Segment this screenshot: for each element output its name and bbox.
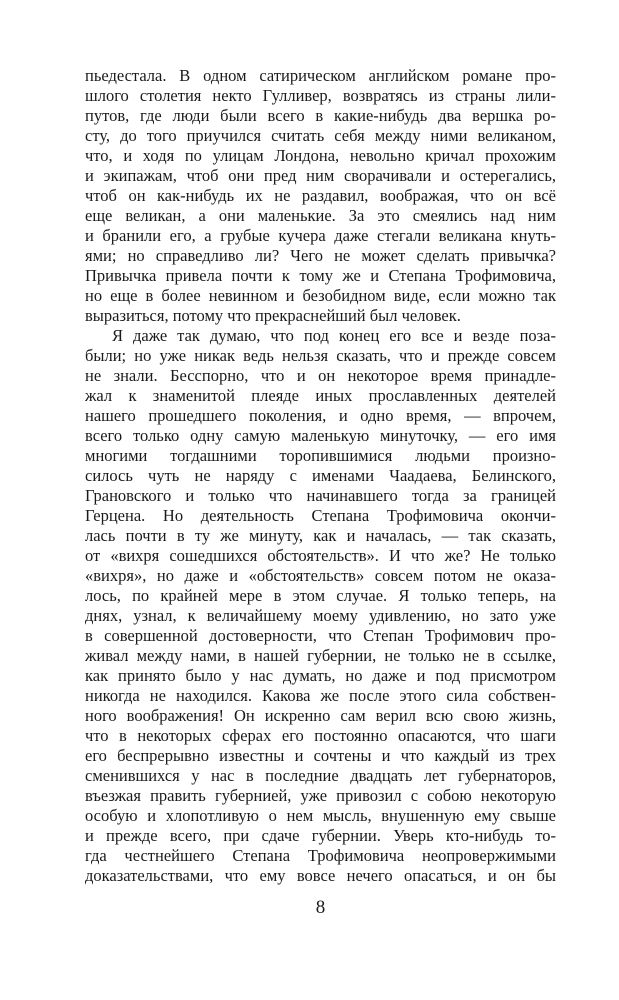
text-line: жал к знаменитой плеяде иных прославленных деятелей xyxy=(85,386,556,405)
page-number: 8 xyxy=(315,897,326,918)
text-line: Грановского и только что начинавшего тогда за границей xyxy=(85,486,556,505)
text-line: лось, по крайней мере в этом случае. Я только теперь, на xyxy=(85,586,556,605)
text-line: Герцена. Но деятельность Степана Трофимовича окончи- xyxy=(85,506,556,525)
text-line: силось чуть не наряду с именами Чаадаева, Белинского, xyxy=(85,466,556,485)
text-line: ного воображения! Он искренно сам верил всю свою жизнь, xyxy=(85,706,556,725)
text-line: пьедестала. В одном сатирическом английском романе про- xyxy=(85,66,556,85)
text-line: доказательствами, что ему вовсе нечего опасаться, и он бы xyxy=(85,866,556,885)
text-line: и прежде всего, при сдаче губернии. Уверь кто-нибудь то- xyxy=(85,826,556,845)
text-line: были; но уже никак ведь нельзя сказать, что и прежде совсем xyxy=(85,346,556,365)
text-line: нашего прошедшего поколения, и одно время, — впрочем, xyxy=(85,406,556,425)
text-line: «вихря», но даже и «обстоятельств» совсем потом не оказа- xyxy=(85,566,556,585)
text-line: как принято было у нас думать, но даже и под присмотром xyxy=(85,666,556,685)
text-line: чтоб он как-нибудь их не раздавил, воображая, что он всё xyxy=(85,186,556,205)
text-line: но еще в более невинном и безобидном виде, если можно так xyxy=(85,286,556,305)
text-line: особую и хлопотливую о нем мысль, внушенную ему свыше xyxy=(85,806,556,825)
text-line: ями; но справедливо ли? Чего не может сделать привычка? xyxy=(85,246,556,265)
text-line: и бранили его, а грубые кучера даже стегали великана кнуть- xyxy=(85,226,556,245)
text-line: выразиться, потому что прекраснейший был человек. xyxy=(85,306,461,325)
text-line: сту, до того приучился считать себя между ними великаном, xyxy=(85,126,556,145)
text-line: путов, где люди были всего в какие-нибудь два вершка ро- xyxy=(85,106,556,125)
text-line: въезжая править губернией, уже привозил с собою некоторую xyxy=(85,786,556,805)
text-line: многими тогдашними торопившимися людьми произно- xyxy=(85,446,556,465)
text-line: живал между нами, в нашей губернии, не только не в ссылке, xyxy=(85,646,556,665)
text-line: что в некоторых сферах его постоянно опасаются, что шаги xyxy=(85,726,556,745)
text-line: Я даже так думаю, что под конец его все и везде поза- xyxy=(112,326,556,345)
text-line: его беспрерывно известны и сочтены и что каждый из трех xyxy=(85,746,556,765)
text-line: еще великан, а они маленькие. За это смеялись над ним xyxy=(85,206,556,225)
text-block xyxy=(85,66,556,886)
paragraph xyxy=(85,66,556,326)
text-line: и экипажам, чтоб они пред ним сворачивали и остерегались, xyxy=(85,166,556,185)
paragraph xyxy=(85,326,556,886)
text-line: что, и ходя по улицам Лондона, невольно кричал прохожим xyxy=(85,146,556,165)
text-line: всего только одну самую маленькую минуточку, — его имя xyxy=(85,426,556,445)
text-line: Привычка привела почти к тому же и Степана Трофимовича, xyxy=(85,266,556,285)
text-line: никогда не находился. Какова же после этого сила собствен- xyxy=(85,686,556,705)
text-line: сменившихся у нас в последние двадцать лет губернаторов, xyxy=(85,766,556,785)
text-line: шлого столетия некто Гулливер, возвратясь из страны лили- xyxy=(85,86,556,105)
text-line: гда честнейшего Степана Трофимовича неопровержимыми xyxy=(85,846,556,865)
text-line: от «вихря сошедшихся обстоятельств». И что же? Не только xyxy=(85,546,556,565)
text-line: лась почти в ту же минуту, как и началась, — так сказать, xyxy=(85,526,556,545)
text-line: в совершенной достоверности, что Степан Трофимович про- xyxy=(85,626,556,645)
text-line: не знали. Бесспорно, что и он некоторое время принадле- xyxy=(85,366,556,385)
text-line: днях, узнал, к величайшему моему удивлению, но зато уже xyxy=(85,606,556,625)
